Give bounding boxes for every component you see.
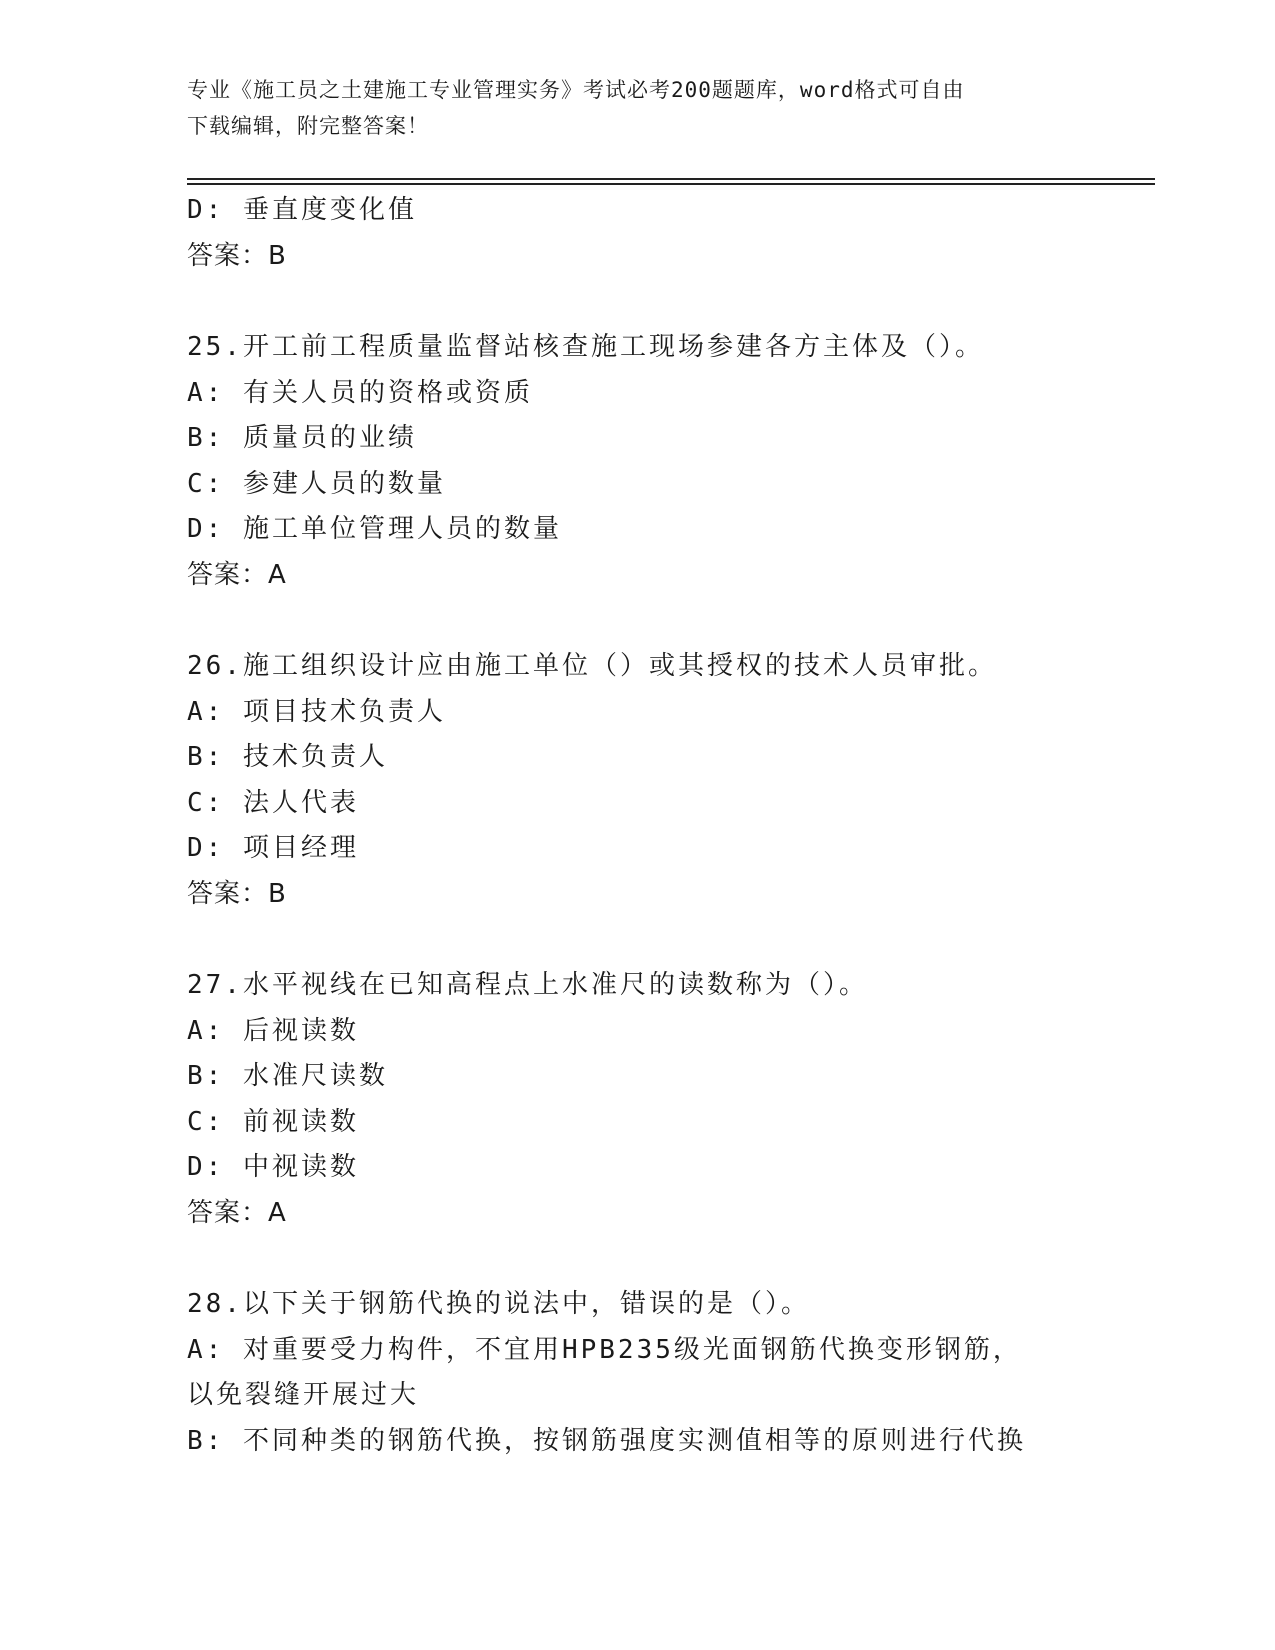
document-body (187, 188, 1087, 1464)
option-b: B: 水准尺读数 (187, 1061, 388, 1091)
question-27 (187, 963, 1087, 1236)
question-stem: 28.以下关于钢筋代换的说法中，错误的是（）。 (187, 1289, 810, 1319)
question-stem: 26.施工组织设计应由施工单位（）或其授权的技术人员审批。 (187, 651, 997, 681)
previous-question-tail (187, 188, 1087, 279)
answer: 答案：A (187, 1197, 287, 1228)
header-line-1: 专业《施工员之土建施工专业管理实务》考试必考200题题库，word格式可自由 (187, 78, 965, 102)
option-c: C: 法人代表 (187, 787, 359, 818)
question-25 (187, 325, 1087, 598)
option-b: B: 技术负责人 (187, 742, 388, 772)
header-divider-top (187, 178, 1155, 180)
header-line-2: 下载编辑，附完整答案！ (187, 114, 429, 138)
option-a: A: 有关人员的资格或资质 (187, 377, 533, 408)
option-d: D: 垂直度变化值 (187, 195, 417, 225)
option-d: D: 施工单位管理人员的数量 (187, 514, 562, 544)
answer: 答案：B (187, 878, 287, 909)
question-stem: 27.水平视线在已知高程点上水准尺的读数称为（）。 (187, 970, 868, 1000)
option-c: C: 前视读数 (187, 1106, 359, 1137)
document-header (187, 72, 1087, 144)
answer: 答案：A (187, 559, 287, 590)
option-b: B: 质量员的业绩 (187, 423, 417, 453)
question-26 (187, 644, 1087, 917)
option-a: A: 项目技术负责人 (187, 696, 446, 727)
question-28 (187, 1282, 1087, 1464)
option-d: D: 中视读数 (187, 1152, 359, 1182)
option-a: A: 对重要受力构件，不宜用HPB235级光面钢筋代换变形钢筋，以免裂缝开展过大 (187, 1334, 1022, 1410)
answer: 答案：B (187, 240, 287, 271)
question-stem: 25.开工前工程质量监督站核查施工现场参建各方主体及（）。 (187, 332, 984, 362)
option-c: C: 参建人员的数量 (187, 468, 446, 499)
option-b: B: 不同种类的钢筋代换，按钢筋强度实测值相等的原则进行代换 (187, 1425, 1026, 1456)
header-divider-bottom (187, 183, 1155, 185)
option-d: D: 项目经理 (187, 833, 359, 863)
option-a: A: 后视读数 (187, 1015, 359, 1046)
